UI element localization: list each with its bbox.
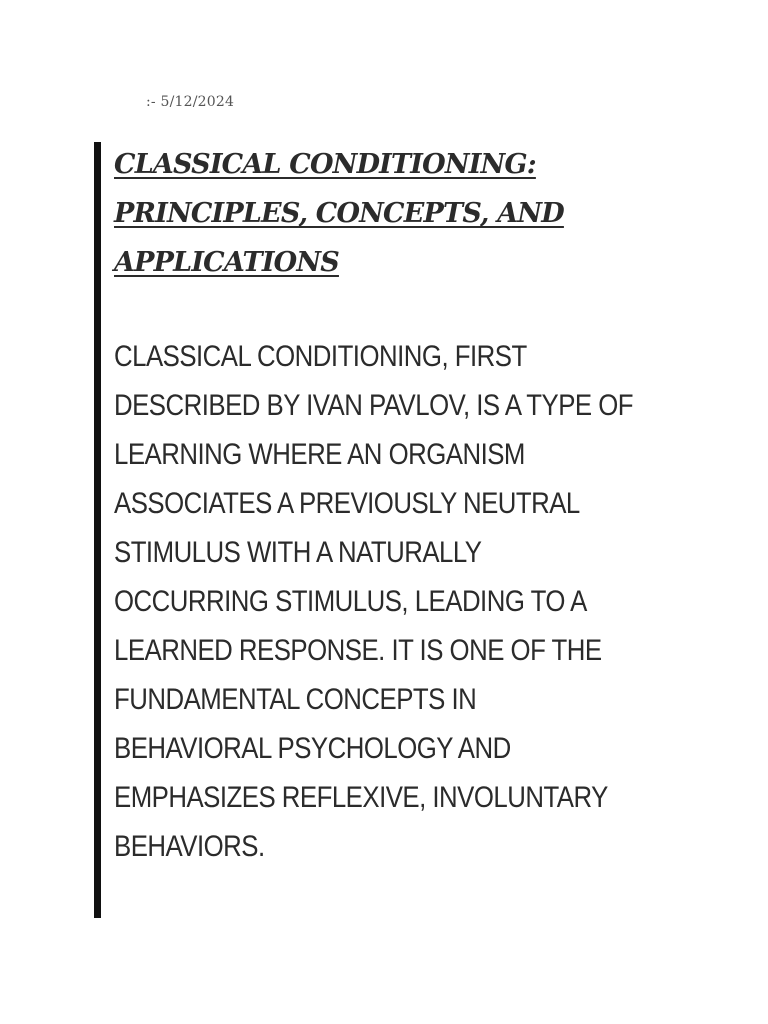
blockquote-bar bbox=[94, 142, 101, 918]
document-paragraph: CLASSICAL CONDITIONING, FIRST DESCRIBED BY IVAN PAVLOV, IS A TYPE OF LEARNING WHERE AN ORGANISM ASSOCIATES A PREVIOUSLY NEUTRAL STIMULUS WITH A NATURALLY OCCURRING STIMULUS, LEADING TO A LEARNED RESPONSE. IT IS ONE OF THE FUNDAMENTAL CONCEPTS IN BEHAVIORAL PSYCHOLOGY AND EMPHASIZES REFLEXIVE, INVOLUNTARY BEHAVIORS. bbox=[114, 340, 634, 863]
document-date: :- 5/12/2024 bbox=[146, 94, 235, 110]
document-content bbox=[114, 140, 754, 871]
document-title: CLASSICAL CONDITIONING: PRINCIPLES, CONCEPTS, AND APPLICATIONS bbox=[114, 149, 564, 278]
